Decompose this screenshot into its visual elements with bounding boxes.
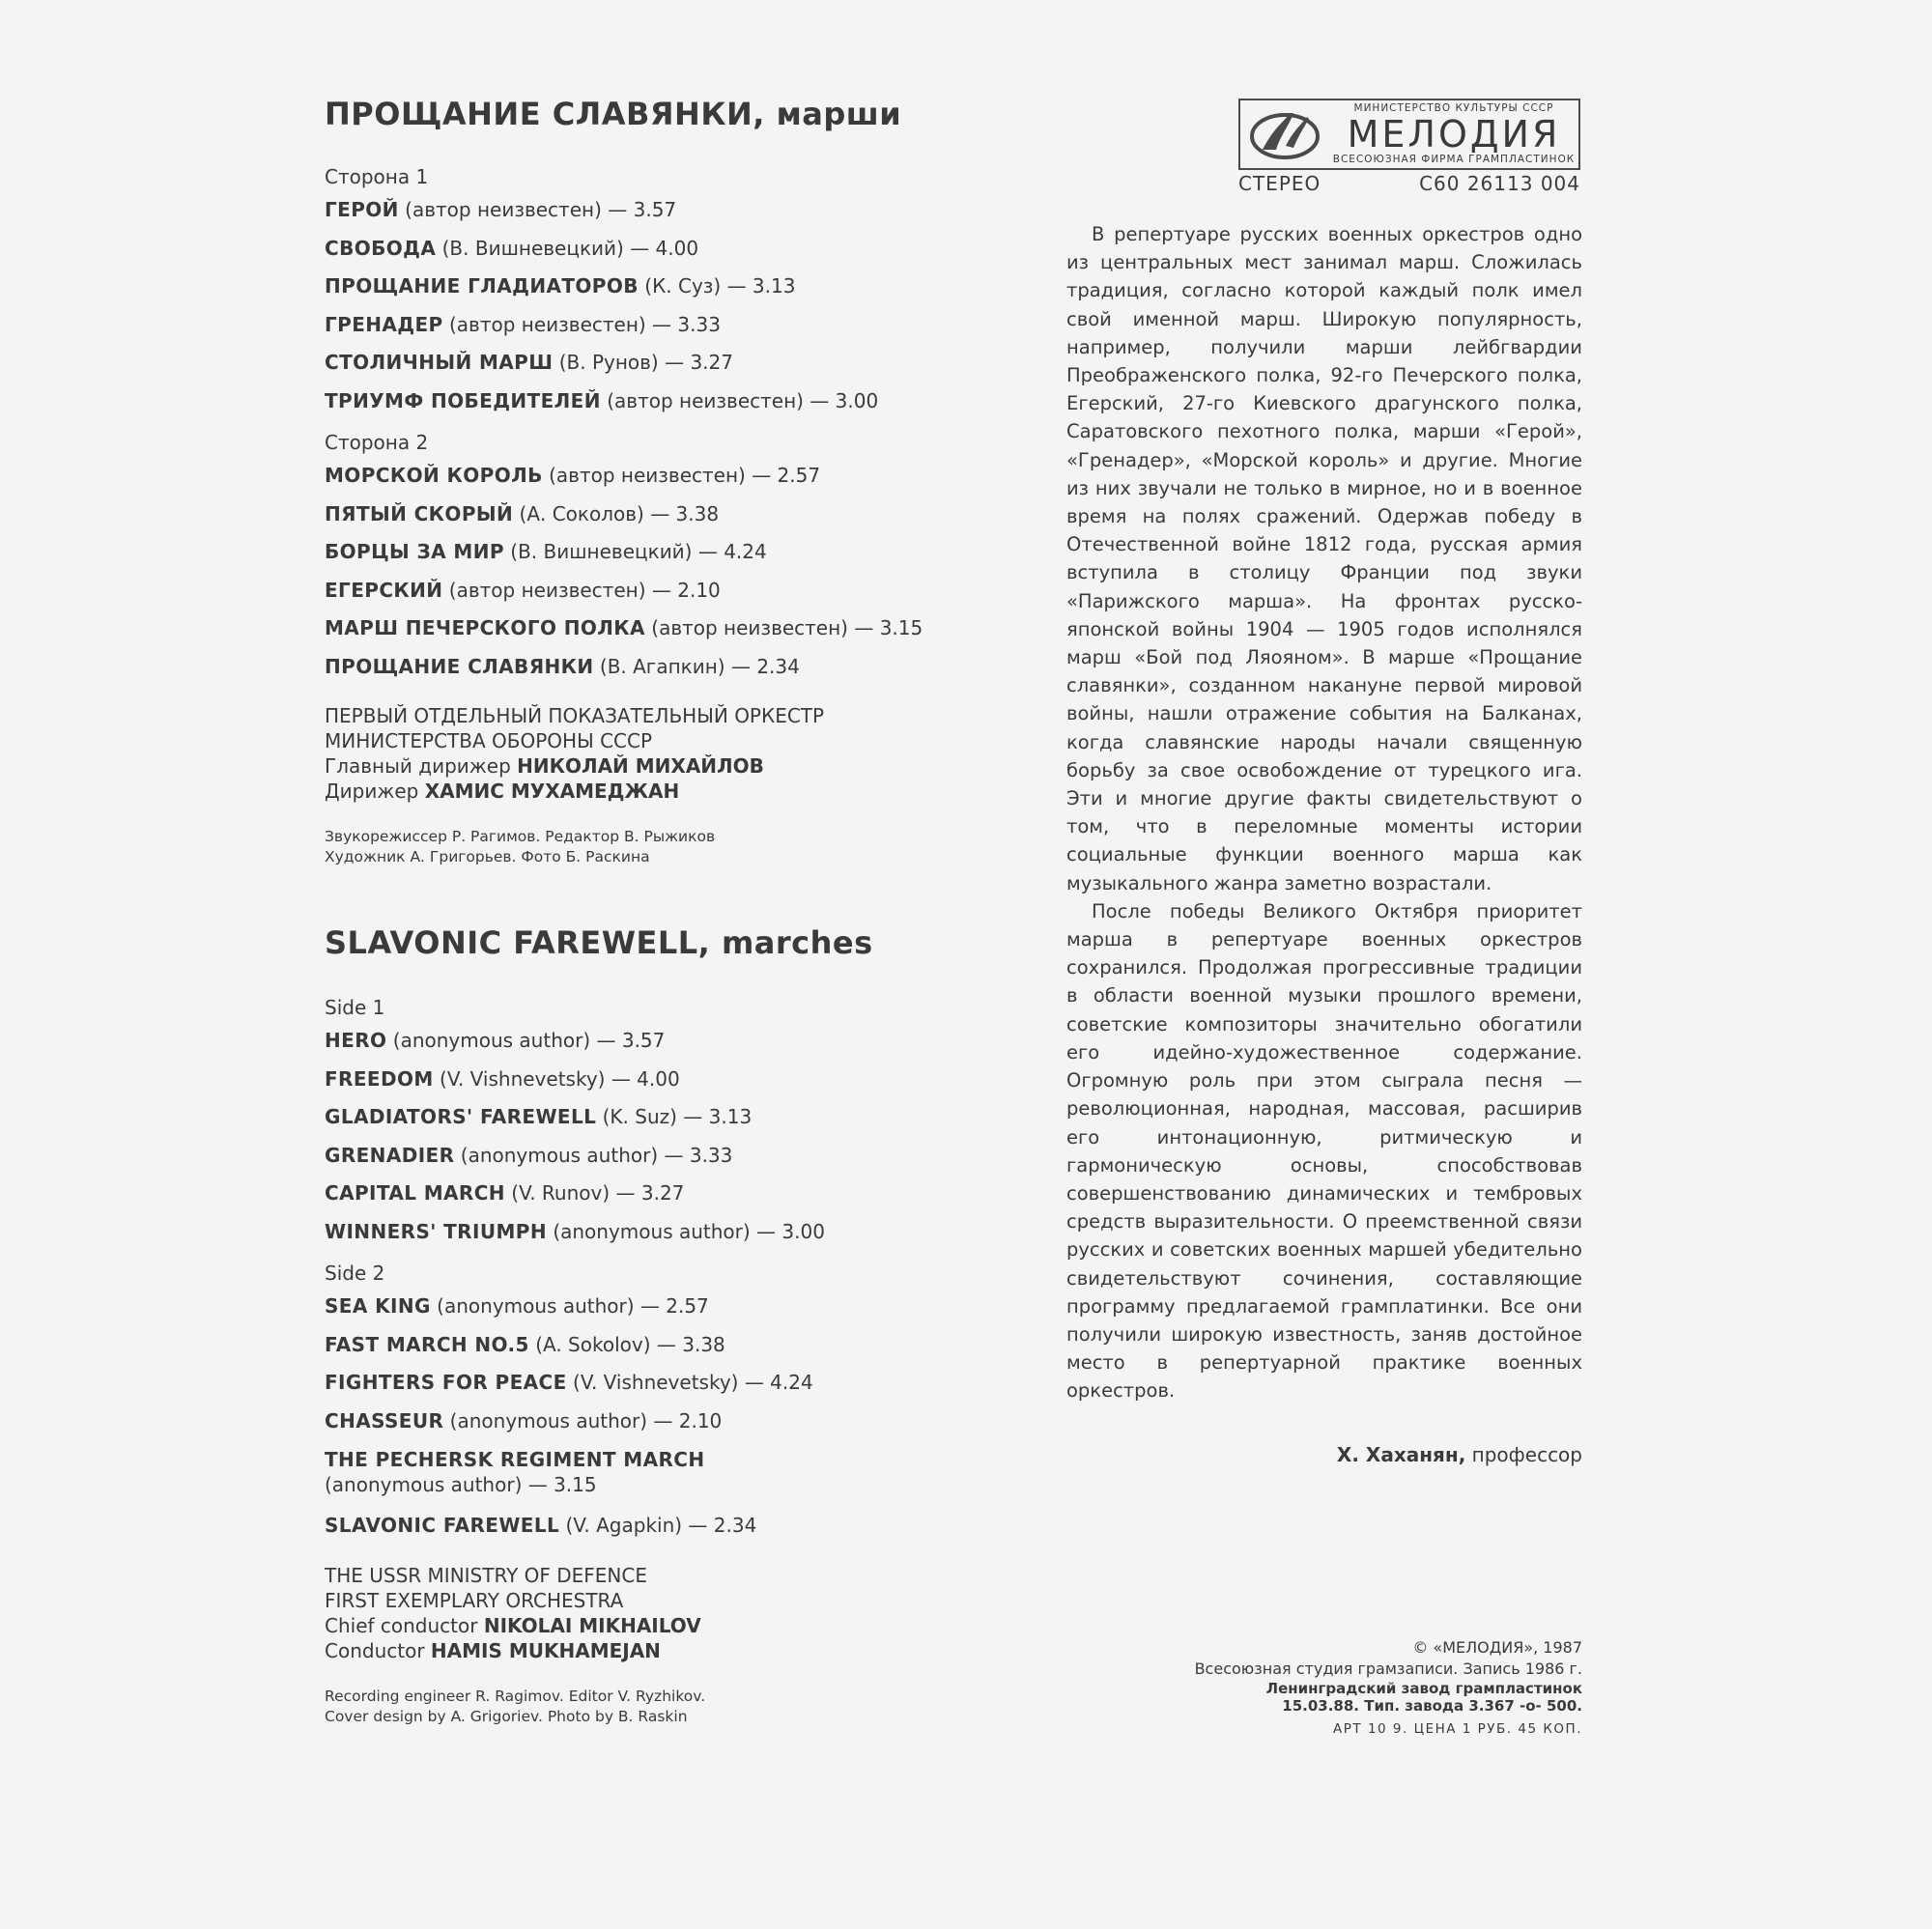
liner-author: Х. Хаханян, профессор (1336, 1443, 1582, 1466)
en-side1-list (325, 1022, 1059, 1251)
track-item: FAST MARCH NO.5 (A. Sokolov) — 3.38 (325, 1332, 725, 1356)
track-item: СТОЛИЧНЫЙ МАРШ (В. Рунов) — 3.27 (325, 351, 733, 374)
studio-line: Всесоюзная студия грамзаписи. Запись 1986 г. (1194, 1660, 1582, 1678)
conductor: Дирижер ХАМИС МУХАМЕДЖАН (325, 780, 680, 803)
ru-side2-list (325, 457, 1059, 686)
track-item: FIGHTERS FOR PEACE (V. Vishnevetsky) — 4.24 (325, 1371, 813, 1394)
liner-notes (1066, 220, 1582, 1405)
chief-conductor: Главный дирижер НИКОЛАЙ МИХАЙЛОВ (325, 754, 764, 778)
track-item: HERO (anonymous author) — 3.57 (325, 1029, 666, 1052)
track-item: СВОБОДА (В. Вишневецкий) — 4.00 (325, 236, 699, 260)
plant-line: 15.03.88. Тип. завода 3.367 -о- 500. (1282, 1697, 1582, 1715)
liner-paragraph: После победы Великого Октября приоритет марша в репертуаре военных оркестров сохранился. Продолжая прогрессивные традиции в области военной музыки прошлого времени, советские композиторы значительно обогатили его идейно-художественное содержание. Огромную роль при этом сыграла песня — революционная, народная, массовая, расширив его интонационную, ритмическую и гармоническую основы, способствовав совершенствованию динамических и тембровых средств выразительности. О преемственной связи русских и советских военных маршей убедительно свидетельствуют сочинения, составляющие программу предлагаемой грамплатинки. Все они получили широкую известность, заняв достойное место в репертуарной практике военных оркестров. (1066, 899, 1582, 1403)
track-item: CAPITAL MARCH (V. Runov) — 3.27 (325, 1181, 685, 1205)
stereo-catalog-row (1238, 172, 1580, 195)
en-credits: Recording engineer R. Ragimov. Editor V. Ryzhikov. Cover design by A. Grigoriev. Photo by B. Raskin (325, 1687, 706, 1725)
ru-title: ПРОЩАНИЕ СЛАВЯНКИ, марши (325, 96, 902, 132)
track-item: FREEDOM (V. Vishnevetsky) — 4.00 (325, 1066, 680, 1091)
track-item: ПРОЩАНИЕ ГЛАДИАТОРОВ (К. Суз) — 3.13 (325, 274, 796, 298)
ru-credits: Звукорежиссер Р. Рагимов. Редактор В. Рыжиков Художник А. Григорьев. Фото Б. Раскина (325, 828, 716, 865)
track-item: ЕГЕРСКИЙ (автор неизвестен) — 2.10 (325, 578, 721, 602)
track-item: ПРОЩАНИЕ СЛАВЯНКИ (В. Агапкин) — 2.34 (325, 654, 800, 678)
orchestra-line: МИНИСТЕРСТВА ОБОРОНЫ СССР (325, 729, 653, 752)
liner-paragraph: В репертуаре русских военных оркестров одно из центральных мест занимал марш. Сложилась традиция, согласно которой каждый полк имел свой именной марш. Широкую популярность, например, получили марши лейбгвардии Преображенского полка, 92-го Печерского полка, Егерский, 27-го Киевского драгунского полка, Саратовского пехотного полка, марши «Герой», «Гренадер», «Морской король» и другие. Многие из них звучали не только в мирное, но и в военное время на полях сражений. Одержав победу в Отечественной войне 1812 года, русская армия вступила в столицу Франции под звуки «Парижского марша». На фронтах русско-японской войны 1904 — 1905 годов исполнялся марш «Бой под Ляояном». В марше «Прощание славянки», созданном накануне первой мировой войны, нашли отражение события на Балканах, когда славянские народы начали священную борьбу за свое освобождение от турецкого ига. Эти и многие другие факты свидетельствуют о том, что в переломные моменты истории социальные функции военного марша как музыкального жанра заметно возрастали. (1066, 223, 1582, 894)
track-item: CHASSEUR (anonymous author) — 2.10 (325, 1408, 723, 1433)
logo-text: МИНИСТЕРСТВО КУЛЬТУРЫ СССР МЕЛОДИЯ ВСЕСОЮЗНАЯ ФИРМА ГРАМПЛАСТИНОК (1332, 102, 1576, 165)
track-item: THE PECHERSK REGIMENT MARCH (anonymous author) — 3.15 (325, 1448, 705, 1496)
track-item: GRENADIER (anonymous author) — 3.33 (325, 1143, 733, 1167)
catalog-number: С60 26113 004 (1419, 172, 1580, 195)
russian-tracklist (325, 93, 1059, 867)
conductor: Conductor HAMIS MUKHAMEJAN (325, 1638, 661, 1662)
track-item: МАРШ ПЕЧЕРСКОГО ПОЛКА (автор неизвестен) — 3.15 (325, 616, 923, 639)
ru-side1-label: Сторона 1 (325, 165, 429, 188)
track-item: ГЕРОЙ (автор неизвестен) — 3.57 (325, 198, 677, 221)
en-title: SLAVONIC FAREWELL, marches (325, 924, 873, 961)
melodiya-logo (1238, 99, 1580, 170)
copyright: © «МЕЛОДИЯ», 1987 (1412, 1638, 1582, 1657)
melodiya-logo-icon (1240, 100, 1329, 168)
track-item: МОРСКОЙ КОРОЛЬ (автор неизвестен) — 2.57 (325, 464, 821, 487)
orchestra-line: THE USSR MINISTRY OF DEFENCE (325, 1563, 647, 1587)
track-item: GLADIATORS' FAREWELL (K. Suz) — 3.13 (325, 1105, 753, 1128)
price-line: АРТ 10 9. ЦЕНА 1 РУБ. 45 КОП. (1333, 1721, 1582, 1737)
footer-imprint (1195, 1637, 1582, 1740)
en-side2-list (325, 1288, 1059, 1546)
stereo-label: СТЕРЕО (1238, 172, 1321, 195)
track-item: WINNERS' TRIUMPH (anonymous author) — 3.00 (325, 1219, 825, 1243)
track-item: SEA KING (anonymous author) — 2.57 (325, 1294, 709, 1318)
plant-line: Ленинградский завод грампластинок (1265, 1680, 1582, 1697)
english-tracklist (325, 922, 1059, 1727)
track-item: ТРИУМФ ПОБЕДИТЕЛЕЙ (автор неизвестен) — 3.00 (325, 388, 879, 412)
track-item: ГРЕНАДЕР (автор неизвестен) — 3.33 (325, 312, 721, 336)
orchestra-line: FIRST EXEMPLARY ORCHESTRA (325, 1588, 624, 1612)
orchestra-line: ПЕРВЫЙ ОТДЕЛЬНЫЙ ПОКАЗАТЕЛЬНЫЙ ОРКЕСТР (325, 704, 825, 727)
ru-side1-list (325, 191, 1059, 420)
en-side1-label: Side 1 (325, 996, 385, 1019)
en-orchestra-block (325, 1563, 1059, 1663)
ru-side2-label: Сторона 2 (325, 431, 429, 454)
track-item: SLAVONIC FAREWELL (V. Agapkin) — 2.34 (325, 1514, 757, 1537)
en-side2-label: Side 2 (325, 1262, 385, 1285)
track-item: БОРЦЫ ЗА МИР (В. Вишневецкий) — 4.24 (325, 540, 767, 563)
chief-conductor: Chief conductor NIKOLAI MIKHAILOV (325, 1613, 701, 1637)
ru-orchestra-block (325, 703, 1059, 804)
track-item: ПЯТЫЙ СКОРЫЙ (А. Соколов) — 3.38 (325, 501, 720, 525)
